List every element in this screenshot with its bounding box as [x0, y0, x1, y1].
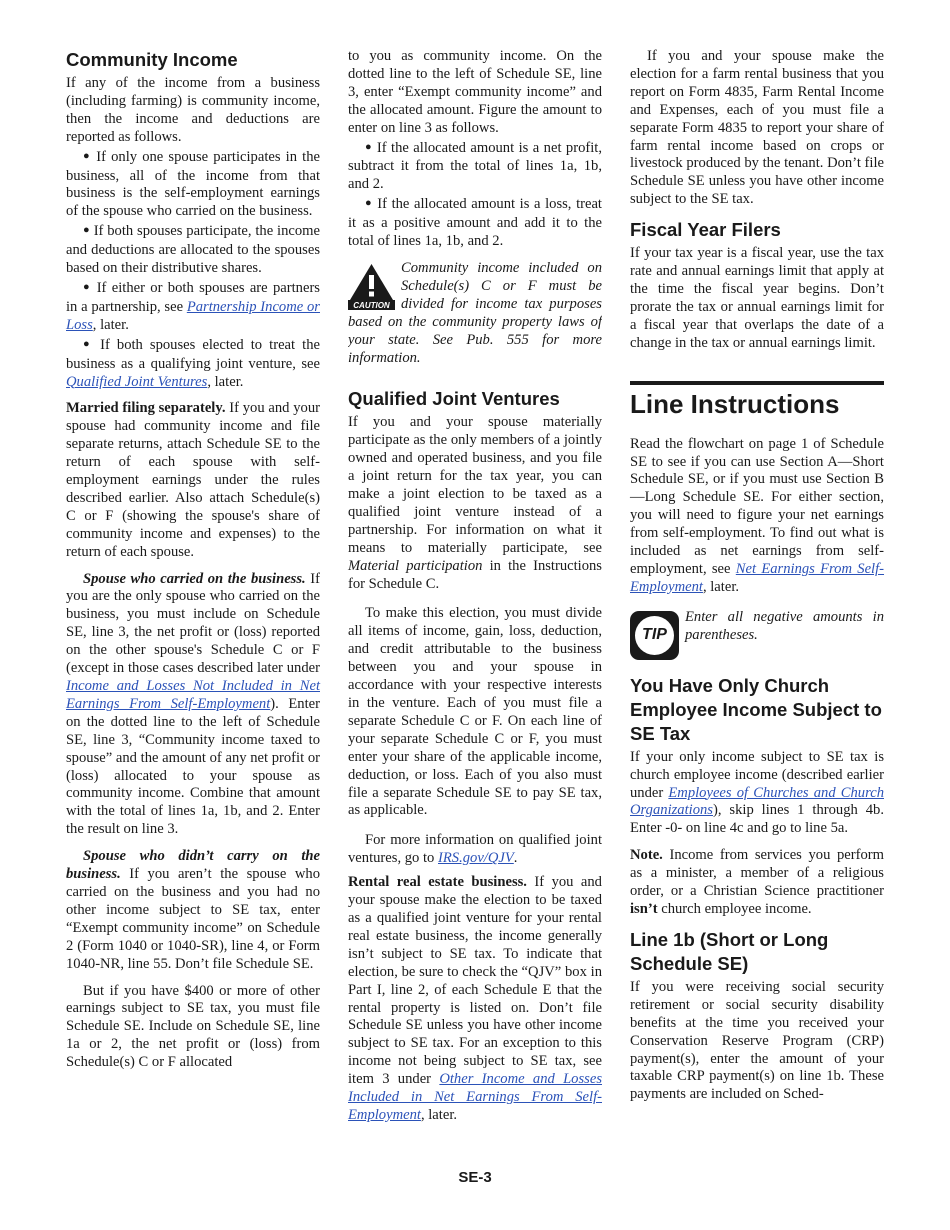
tip-icon — [630, 611, 679, 660]
paragraph-qjv-intro: If you and your spouse materially participate as the only members of a jointly owned and operated business, and you file a joint return for the tax year, you can make a joint election to be taxed as a qualified joint venture instead of a partnership. For information on what it means to materially participate, see Material participation in the Instructions for Schedule C. — [348, 414, 602, 592]
lead-rental-real-estate: Rental real estate business. — [348, 874, 527, 891]
heading-qualified-joint-ventures: Qualified Joint Ventures — [348, 388, 560, 410]
link-income-losses-not-included[interactable]: Income and Losses Not Included in Net Earnings From Self-Employment — [66, 678, 320, 712]
paragraph-community-continued: to you as community income. On the dotted line to the left of Schedule SE, line 3, enter “Exempt community income” and the allocated amount. Figure the amount to enter on line 3 as follows. — [348, 48, 602, 136]
link-irs-qjv[interactable]: IRS.gov/QJV — [438, 850, 514, 867]
paragraph-farm-rental: If you and your spouse make the election for a farm rental business that you report on Form 4835, Farm Rental Income and Expenses, each of you must file a separate Form 4835 to report your share of farm rental income based on crops or livestock produced by the tenant. Don’t file Schedule SE unless you have other income subject to the SE tax. — [630, 48, 884, 208]
community-income-intro: If any of the income from a business (including farming) is community income, then the income and deductions are reported as follows. — [66, 75, 320, 145]
tip-note — [630, 609, 884, 662]
paragraph-qjv-more-info: For more information on qualified joint ventures, go to IRS.gov/QJV. — [348, 832, 602, 867]
caution-icon — [348, 262, 395, 310]
column-2 — [348, 48, 602, 1134]
tip-label: TIP — [635, 616, 674, 655]
heading-fiscal-year-filers: Fiscal Year Filers — [630, 219, 781, 241]
page-number: SE-3 — [458, 1169, 492, 1186]
heading-line-instructions: Line Instructions — [630, 381, 884, 420]
bullet-icon: ● — [83, 337, 94, 350]
bullet-one-spouse: ● If only one spouse participates in the business, all of the income from that business is the self-employment earnings of the spouse who carried on the business. — [66, 148, 320, 220]
paragraph-church-note: Note. Income from services you perform as a minister, a member of a religious order, or a Christian Science practitioner isn’t church employee income. — [630, 847, 884, 917]
lead-spouse-didnt-carry: Spouse who didn’t carry on the business. — [66, 848, 320, 883]
bullet-both-spouses: ● If both spouses participate, the income and deductions are allocated to the spouses based on their distributive shares. — [66, 223, 320, 277]
bullet-partners: ● If either or both spouses are partners in a partnership, see Partnership Income or Loss, later. — [66, 279, 320, 333]
caution-note — [348, 260, 602, 367]
tip-text: Enter all negative amounts in parentheses. — [685, 608, 884, 643]
link-net-earnings-self-employment[interactable]: Net Earnings From Self-Employment — [630, 560, 885, 595]
bullet-allocated-profit: ● If the allocated amount is a net profit, subtract it from the total of lines 1a, 1b, and 2. — [348, 139, 602, 193]
caution-text: Community income included on Schedule(s) C or F must be divided for income tax purposes based on the community property laws of your state. See Pub. 555 for more information. — [348, 259, 602, 366]
paragraph-spouse-didnt-carry: Spouse who didn’t carry on the business. If you aren’t the spouse who carried on the business and you had no other income subject to SE tax, enter “Exempt community income” on Schedule 2 (Form 1040 or 1040-SR), line 4, or Form 1040-NR, line 55. Don’t file Schedule SE. — [66, 848, 320, 972]
paragraph-line-instructions: Read the flowchart on page 1 of Schedule SE to see if you can use Section A—Short Schedule SE, or if you must use Section B—Long Schedule SE. For either section, you will need to figure your net earnings from self-employment. To find out what is included as net earnings from self-employment, see Net Earnings From Self-Employment, later. — [630, 435, 885, 595]
paragraph-church-employee: If your only income subject to SE tax is church employee income (described earlier under Employees of Churches and Church Organizations), skip lines 1 through 4b. Enter -0- on line 4c and go to line 5a. — [630, 748, 884, 837]
paragraph-400-or-more: But if you have $400 or more of other earnings subject to SE tax, you must file Schedule SE. Include on Schedule SE, line 1a or 2, the net profit or (loss) from Schedule(s) C or F allocated — [66, 982, 320, 1071]
bullet-icon: ● — [365, 140, 373, 153]
link-employees-of-churches[interactable]: Employees of Churches and Church Organizations — [630, 784, 884, 819]
bullet-allocated-loss: ● If the allocated amount is a loss, treat it as a positive amount and add it to the total of lines 1a, 1b, and 2. — [348, 196, 602, 250]
bullet-icon: ● — [83, 224, 90, 237]
heading-community-income: Community Income — [66, 49, 238, 70]
link-other-income-losses-included[interactable]: Other Income and Losses Included in Net Earnings From Self-Employment — [348, 1071, 602, 1123]
caution-label: CAUTION — [353, 300, 390, 310]
bullet-joint-venture: ● If both spouses elected to treat the business as a qualifying joint venture, see Qualified Joint Ventures, later. — [66, 336, 320, 390]
paragraph-line-1b: If you were receiving social security retirement or social security disability benefits at the time you received your Conservation Reserve Program (CRP) payment(s), enter the amount of your taxable CRP payment(s) on line 1b. These payments are included on Sched- — [630, 978, 884, 1103]
paragraph-fiscal-year: If your tax year is a fiscal year, use the tax rate and annual earnings limit that apply at the time the fiscal year begins. Don’t prorate the tax or annual earnings limit for a fiscal year that overlaps the date of a change in the tax or annual earnings limit. — [630, 245, 884, 351]
lead-note: Note. — [630, 847, 663, 864]
heading-line-1b: Line 1b (Short or Long Schedule SE) — [630, 928, 829, 974]
paragraph-rental-real-estate: Rental real estate business. If you and your spouse make the election to be taxed as a qualified joint venture for your rental real estate business, the income generally isn’t subject to SE tax. To indicate that election, be sure to check the “QJV” box in Part I, line 2, of each Schedule E that the rental property is listed on. Don’t file Schedule SE unless you have other income subject to SE tax. For an exception to this income not being subject to SE tax, see item 3 under Other Income and Losses Included in Net Earnings From Self-Employment, later. — [348, 874, 602, 1123]
lead-married-filing-separately: Married filing separately. — [66, 400, 226, 417]
link-qualified-joint-ventures[interactable]: Qualified Joint Ventures — [66, 373, 208, 390]
column-1 — [66, 48, 320, 1081]
lead-spouse-carried: Spouse who carried on the business. — [83, 570, 306, 587]
column-3 — [630, 48, 884, 1113]
link-partnership-income-or-loss[interactable]: Partnership Income or Loss — [66, 298, 320, 333]
bullet-icon: ● — [83, 149, 92, 162]
heading-church-employee-income: You Have Only Church Employee Income Subject to SE Tax — [630, 674, 882, 744]
em-material-participation: Material participation — [348, 557, 483, 574]
paragraph-married-filing-separately: Married filing separately. If you and your spouse had community income and file separate returns, attach Schedule SE to the return of each spouse with self-employment earnings under the rules described earlier. Also attach Schedule(s) C or F (showing the spouse's share of community income and expenses) to the return of each spouse. — [66, 400, 320, 560]
bullet-icon: ● — [83, 280, 92, 293]
bullet-icon: ● — [365, 197, 373, 210]
paragraph-qjv-election: To make this election, you must divide all items of income, gain, loss, deduction, and credit attributable to the business between you and your spouse in accordance with your respective interests in the venture. Each of you must file a separate Schedule C or F. On each line of your separate Schedule C or F, you must enter your share of the applicable income, deduction, or loss. Each of you also must file a separate Schedule SE to pay SE tax, as applicable. — [348, 605, 602, 819]
paragraph-spouse-carried: Spouse who carried on the business. If you are the only spouse who carried on the business, you must include on Schedule SE, line 3, the net profit or (loss) reported on the other spouse's Schedule C or F (except in those cases described later under Income and Losses Not Included in Net Earnings From Self-Employment). Enter on the dotted line to the left of Schedule SE, line 3, “Community income taxed to spouse” and the amount of any net profit or (loss) allocated to your spouse as community income. Combine that amount with the total of lines 1a, 1b, and 2. Enter the result on line 3. — [66, 570, 320, 838]
